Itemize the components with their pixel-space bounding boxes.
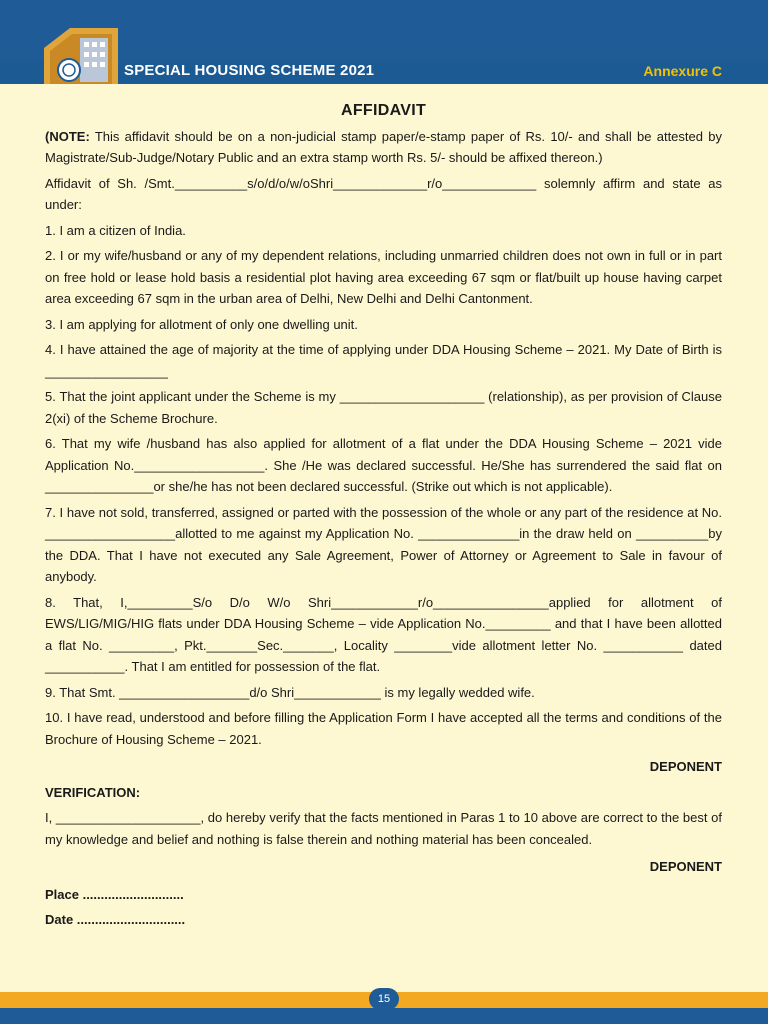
paragraph-7: 7. I have not sold, transferred, assigned or parted with the possession of the whole or any part of the residence at No. __________________allotted to me against my Application No. ______________in the draw held on __________by the DDA. That I have not executed any Sale Agreement, Power of Attorney or Agreement to Sale in favour of anybody. <box>45 504 722 584</box>
affidavit-document <box>45 96 722 935</box>
verification-label: VERIFICATION: <box>45 784 141 800</box>
paragraph-3: 3. I am applying for allotment of only one dwelling unit. <box>45 316 358 332</box>
paragraph-1: 1. I am a citizen of India. <box>45 222 186 238</box>
page-header <box>0 0 768 84</box>
date-line: Date .............................. <box>45 912 186 927</box>
deponent-signature-2: DEPONENT <box>649 859 722 874</box>
note-label: (NOTE: <box>45 128 90 144</box>
header-title: SPECIAL HOUSING SCHEME 2021 <box>124 62 375 79</box>
scheme-logo <box>42 26 120 86</box>
document-heading: AFFIDAVIT <box>340 102 427 119</box>
footer-blue-band <box>0 1008 768 1024</box>
page-number: 15 <box>369 988 399 1010</box>
paragraph-5: 5. That the joint applicant under the Scheme is my ____________________ (relationship), as per provision of Clause 2(xi) of the Scheme Brochure. <box>45 389 722 426</box>
paragraph-6: 6. That my wife /husband has also applied for allotment of a flat under the DDA Housing Scheme – 2021 vide Application No.__________________. She /He was declared successful. He/She has surrendered the said flat on _______________or she/he has not been declared successful. (Strike out which is not applicable). <box>45 436 722 494</box>
note-text: This affidavit should be on a non-judicial stamp paper/e-stamp paper of Rs. 10/- and shall be attested by Magistrate/Sub-Judge/Notary Public and an extra stamp worth Rs. 5/- should be affixed thereon.) <box>45 128 722 165</box>
annexure-label: Annexure C <box>643 63 722 79</box>
paragraph-10: 10. I have read, understood and before filling the Application Form I have accepted all the terms and conditions of the Brochure of Housing Scheme – 2021. <box>45 710 722 747</box>
note-paragraph <box>45 126 722 169</box>
paragraph-4: 4. I have attained the age of majority at the time of applying under DDA Housing Scheme – 2021. My Date of Birth is _________________ <box>45 342 722 379</box>
place-line: Place ............................ <box>45 886 184 902</box>
verification-text: I, ____________________, do hereby verify that the facts mentioned in Paras 1 to 10 above are correct to the best of my knowledge and belief and nothing is false therein and nothing material has been concealed. <box>45 810 722 847</box>
deponent-signature-1: DEPONENT <box>649 759 722 774</box>
paragraph-8: 8. That, I,_________S/o D/o W/o Shri____________r/o________________applied for allotment of EWS/LIG/MIG/HIG flats under DDA Housing Scheme – vide Application No._________ and that I have been allotted a flat No. _________, Pkt._______Sec._______, Locality ________vide allotment letter No. ___________ dated ___________. That I am entitled for possession of the flat. <box>45 594 722 674</box>
paragraph-2: 2. I or my wife/husband or any of my dependent relations, including unmarried children does not own in full or in part on free hold or lease hold basis a residential plot having area exceeding 67 sqm or flat/built up house having carpet area exceeding 67 sqm in the urban area of Delhi, New Delhi and Delhi Cantonment. <box>45 248 722 306</box>
intro-paragraph: Affidavit of Sh. /Smt.__________s/o/d/o/w/oShri_____________r/o_____________ solemnly affirm and state as under: <box>45 175 722 212</box>
paragraph-9: 9. That Smt. __________________d/o Shri____________ is my legally wedded wife. <box>45 684 535 700</box>
